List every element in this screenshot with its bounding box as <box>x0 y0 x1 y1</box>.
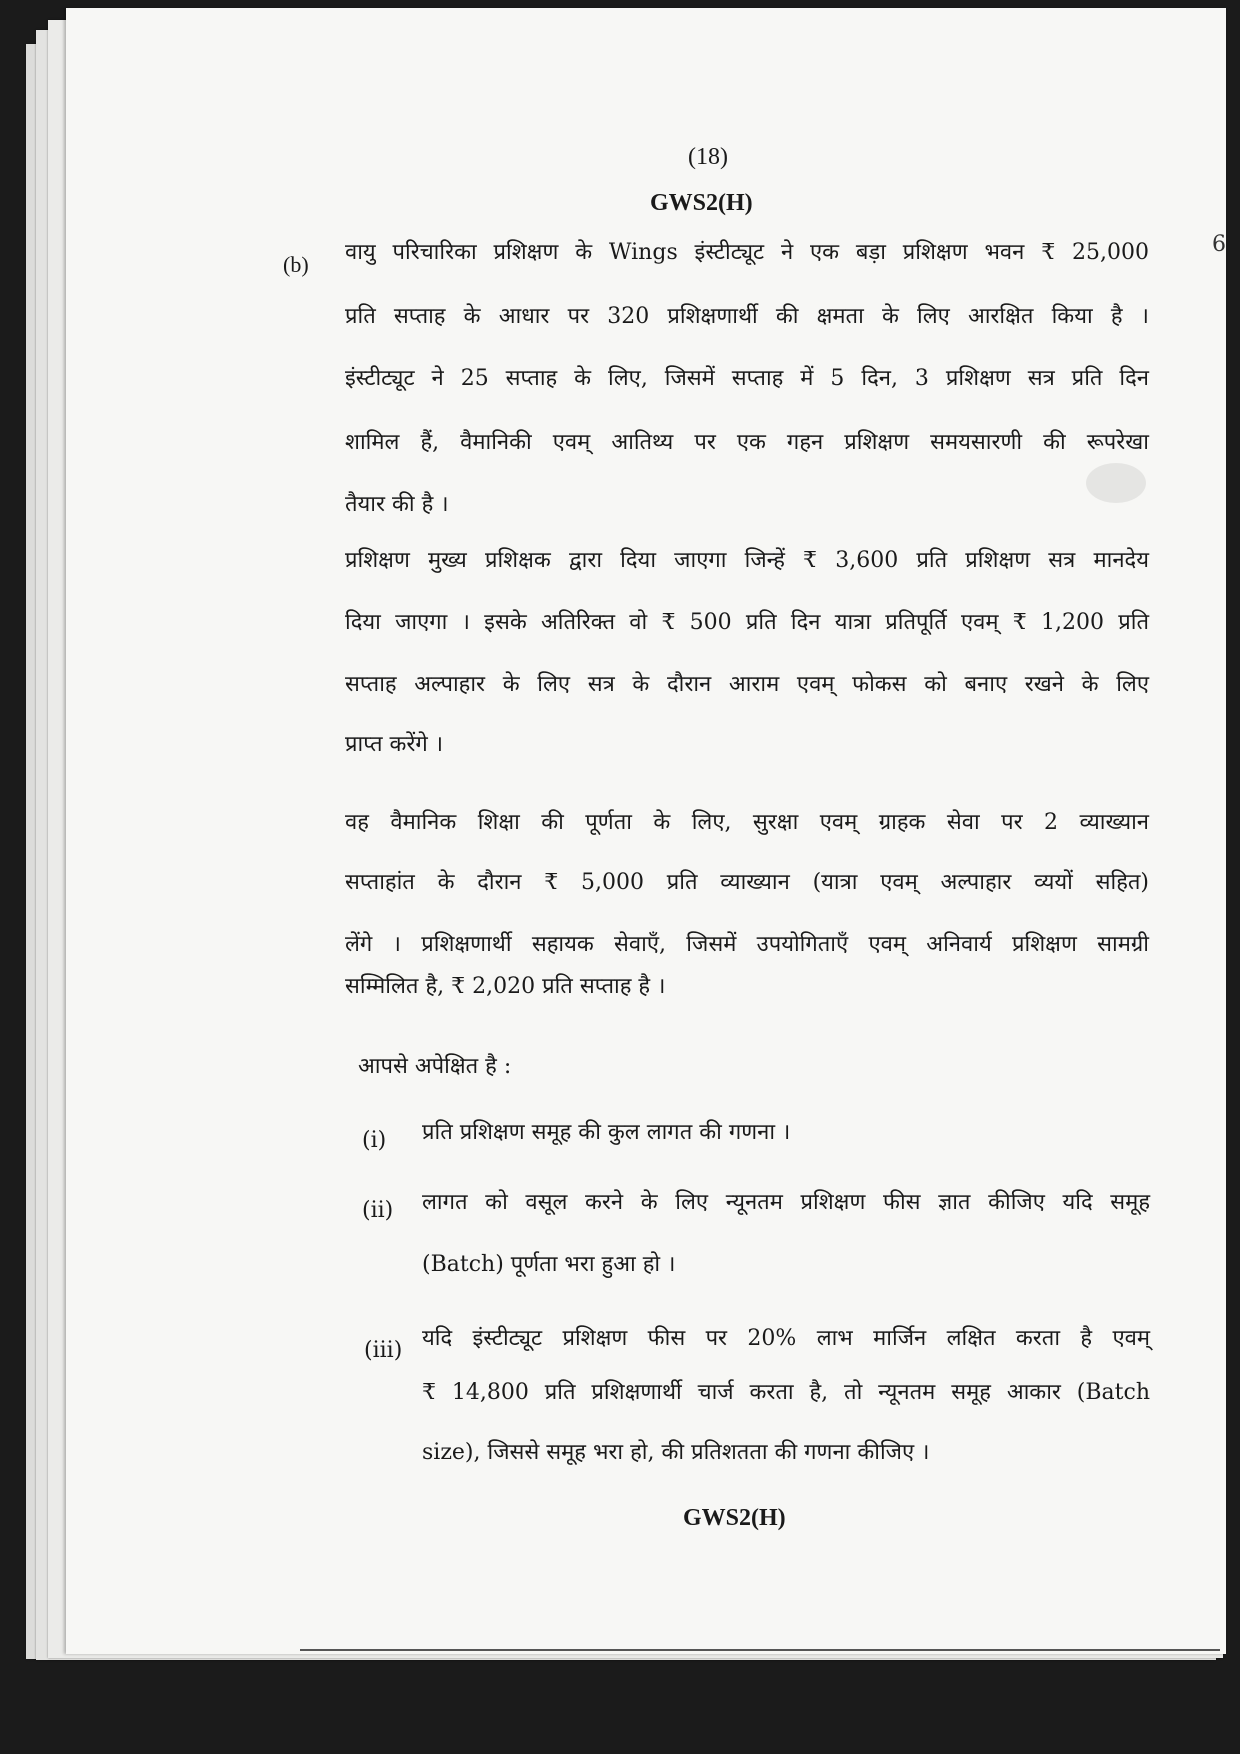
paragraph-2-line: प्रशिक्षण मुख्य प्रशिक्षक द्वारा दिया जाएगा जिन्हें ₹ 3,600 प्रति प्रशिक्षण सत्र मानदेय <box>345 548 1149 573</box>
paragraph-1-line: प्रति सप्ताह के आधार पर 320 प्रशिक्षणार्थी की क्षमता के लिए आरक्षित किया है । <box>345 304 1149 329</box>
paragraph-3-line: लेंगे । प्रशिक्षणार्थी सहायक सेवाएँ, जिसमें उपयोगिताएँ एवम् अनिवार्य प्रशिक्षण सामग्री <box>345 932 1149 957</box>
item-label: (ii) <box>362 1198 394 1223</box>
paragraph-2-line: सप्ताह अल्पाहार के लिए सत्र के दौरान आराम एवम् फोकस को बनाए रखने के लिए <box>345 672 1149 697</box>
page-edge-shadow <box>300 1649 1220 1651</box>
paragraph-1-line: तैयार की है । <box>345 492 449 517</box>
item-line: ₹ 14,800 प्रति प्रशिक्षणार्थी चार्ज करता है, तो न्यूनतम समूह आकार (Batch <box>422 1380 1150 1405</box>
item-line: (Batch) पूर्णता भरा हुआ हो । <box>422 1252 676 1277</box>
paragraph-2-line: प्राप्त करेंगे । <box>345 732 444 757</box>
paragraph-1-line: इंस्टीट्यूट ने 25 सप्ताह के लिए, जिसमें सप्ताह में 5 दिन, 3 प्रशिक्षण सत्र प्रति दिन <box>345 366 1149 391</box>
item-label: (iii) <box>364 1338 403 1363</box>
paragraph-1-line: शामिल हैं, वैमानिकी एवम् आतिथ्य पर एक गहन प्रशिक्षण समयसारणी की रूपरेखा <box>345 430 1149 455</box>
required-intro: आपसे अपेक्षित है : <box>358 1054 512 1079</box>
item-line: लागत को वसूल करने के लिए न्यूनतम प्रशिक्षण फीस ज्ञात कीजिए यदि समूह <box>422 1190 1150 1215</box>
item-label: (i) <box>362 1128 387 1153</box>
item-line: यदि इंस्टीट्यूट प्रशिक्षण फीस पर 20% लाभ मार्जिन लक्षित करता है एवम् <box>422 1326 1150 1351</box>
scan-smudge <box>1086 463 1146 503</box>
page-number: (18) <box>688 144 728 170</box>
paragraph-3-line: सप्ताहांत के दौरान ₹ 5,000 प्रति व्याख्यान (यात्रा एवम् अल्पाहार व्ययों सहित) <box>345 870 1149 895</box>
paper-code-footer: GWS2(H) <box>683 1505 786 1531</box>
paragraph-3-line: सम्मिलित है, ₹ 2,020 प्रति सप्ताह है । <box>345 974 666 999</box>
paragraph-2-line: दिया जाएगा । इसके अतिरिक्त वो ₹ 500 प्रति दिन यात्रा प्रतिपूर्ति एवम् ₹ 1,200 प्रति <box>345 610 1149 635</box>
question-part-label: (b) <box>283 252 309 277</box>
paragraph-1-line: वायु परिचारिका प्रशिक्षण के Wings इंस्टीट्यूट ने एक बड़ा प्रशिक्षण भवन ₹ 25,000 <box>345 240 1149 265</box>
paragraph-3-line: वह वैमानिक शिक्षा की पूर्णता के लिए, सुरक्षा एवम् ग्राहक सेवा पर 2 व्याख्यान <box>345 810 1149 835</box>
paper-code-header: GWS2(H) <box>650 190 753 216</box>
margin-mark: 6 <box>1212 232 1226 257</box>
item-line: प्रति प्रशिक्षण समूह की कुल लागत की गणना । <box>422 1120 791 1145</box>
item-line: size), जिससे समूह भरा हो, की प्रतिशतता की गणना कीजिए । <box>422 1440 930 1465</box>
